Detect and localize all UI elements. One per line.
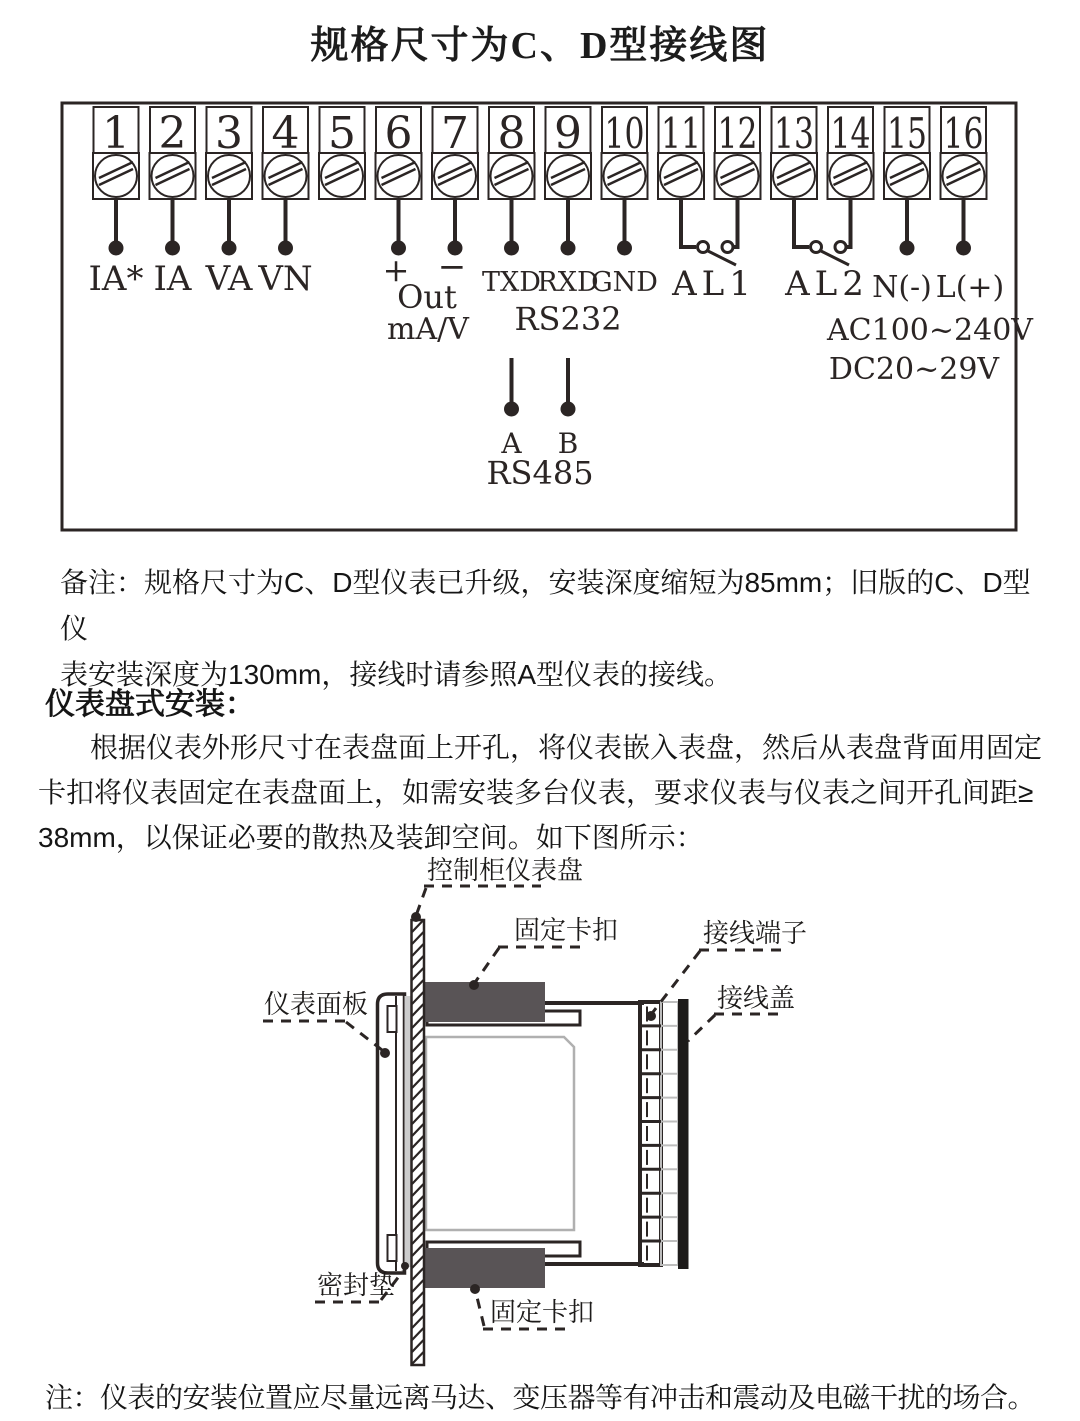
terminal-number: 6	[384, 108, 413, 159]
wiring-diagram	[62, 103, 1034, 530]
label-out-plus: +	[382, 251, 410, 289]
terminal	[93, 107, 139, 199]
label-rs485-b: B	[557, 427, 579, 460]
label-al1: AL1	[672, 264, 756, 304]
label-fixing-clip-top: 固定卡扣	[514, 915, 619, 945]
terminal-number: 2	[158, 108, 187, 159]
label-va: VA	[205, 259, 253, 299]
body-line: 根据仪表外形尺寸在表盘面上开孔，将仪表嵌入表盘，然后从表盘背面用固定	[90, 732, 1043, 763]
remark-line: 备注：规格尺寸为C、D型仪表已升级，安装深度缩短为85mm；旧版的C、D型仪	[60, 567, 1031, 644]
terminal	[263, 107, 309, 199]
terminal	[150, 107, 196, 199]
label-terminal-block: 接线端子	[703, 918, 808, 948]
terminal	[941, 107, 987, 199]
terminal	[715, 107, 761, 199]
terminal-number: 15	[887, 109, 927, 158]
wiring-cover-bar	[678, 999, 689, 1269]
meter-case	[426, 1037, 574, 1230]
label-ac-range: AC100~240V	[827, 313, 1033, 348]
terminal-number: 12	[717, 109, 758, 158]
rs485-wires	[504, 358, 576, 417]
label-fixing-clip-bottom: 固定卡扣	[490, 1297, 595, 1327]
label-rxd: RXD	[537, 267, 599, 298]
terminal-number: 5	[328, 108, 356, 159]
terminal	[658, 107, 704, 199]
terminal	[545, 107, 591, 199]
label-front-panel: 仪表面板	[264, 989, 369, 1019]
remark-line: 表安装深度为130mm，接线时请参照A型仪表的接线。	[60, 659, 733, 690]
page-title: 规格尺寸为C、D型接线图	[310, 25, 770, 67]
label-gasket: 密封垫	[317, 1270, 396, 1300]
terminal	[489, 107, 535, 199]
label-txd: TXD	[482, 267, 541, 298]
terminal-number: 8	[497, 108, 526, 159]
terminal-number: 10	[604, 109, 645, 158]
label-rs485: RS485	[486, 454, 594, 492]
relay-contact-al1	[681, 199, 738, 265]
bezel-window-top	[388, 1006, 397, 1032]
contact-circle	[722, 242, 733, 253]
terminal-screw-column	[661, 1002, 678, 1265]
label-l-plus: L(+)	[935, 270, 1005, 305]
fixing-clip-bottom	[423, 1248, 545, 1288]
terminal	[206, 107, 252, 199]
terminal	[602, 107, 648, 199]
contact-circle	[835, 242, 846, 253]
terminal-number: 1	[102, 108, 130, 159]
contact-circle	[698, 242, 709, 253]
terminal	[376, 107, 422, 199]
label-dc-range: DC20~29V	[828, 352, 1000, 387]
label-wiring-cover: 接线盖	[717, 983, 796, 1013]
label-n-minus: N(-)	[872, 270, 932, 305]
front-bezel	[378, 994, 405, 1273]
body-line: 卡扣将仪表固定在表盘面上，如需安装多台仪表，要求仪表与仪表之间开孔间距≥	[38, 777, 1034, 808]
label-cabinet-panel: 控制柜仪表盘	[427, 855, 584, 885]
section-heading: 仪表盘式安装：	[45, 688, 255, 721]
terminal-number: 13	[774, 109, 814, 158]
terminal	[884, 107, 930, 199]
bezel-window-bottom	[388, 1235, 397, 1261]
body-paragraph	[38, 725, 1048, 860]
terminal-number: 11	[661, 109, 701, 158]
label-out: Out	[397, 278, 457, 316]
label-gnd: GND	[591, 267, 658, 298]
terminal-number: 7	[441, 108, 469, 159]
terminal-number: 4	[271, 108, 300, 159]
terminal	[432, 107, 478, 199]
terminal	[771, 107, 817, 199]
terminal-number: 14	[830, 109, 871, 158]
terminal-number: 9	[554, 108, 582, 159]
label-ma-v: mA/V	[387, 312, 469, 347]
body-line: 38mm，以保证必要的散热及装卸空间。如下图所示：	[38, 822, 704, 853]
install-diagram	[263, 855, 807, 1365]
label-vn: VN	[258, 259, 313, 299]
terminal-number: 3	[215, 108, 243, 159]
label-ia: IA	[153, 259, 192, 299]
terminal-ladder	[640, 1002, 661, 1265]
label-rs232: RS232	[514, 300, 622, 338]
terminal	[319, 107, 365, 199]
label-rs485-a: A	[501, 427, 522, 460]
bottom-note: 注：仪表的安装位置应尽量远离马达、变压器等有冲击和震动及电磁干扰的场合。	[45, 1382, 1036, 1413]
relay-contact-al2	[794, 199, 851, 265]
contact-circle	[811, 242, 822, 253]
remark-paragraph	[60, 560, 1040, 698]
label-ia-star: IA*	[88, 259, 144, 299]
terminal-number: 16	[943, 109, 984, 158]
label-out-minus: −	[437, 247, 467, 287]
label-al2: AL2	[785, 264, 869, 304]
fixing-clip-top	[423, 982, 545, 1022]
terminal	[828, 107, 874, 199]
